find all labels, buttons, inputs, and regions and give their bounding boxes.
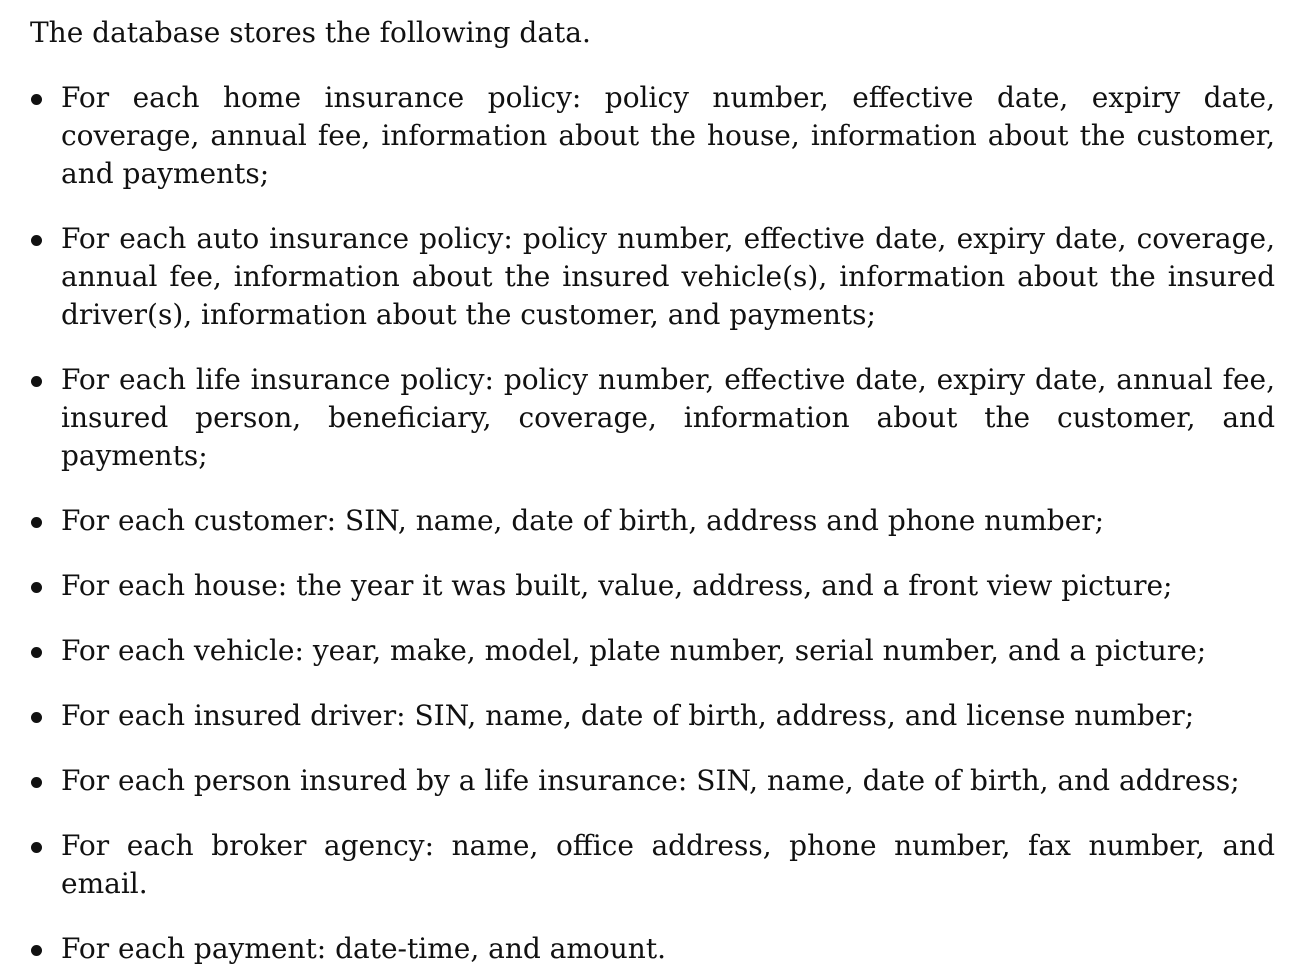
bullet-icon [31, 647, 42, 658]
list-item-customer [30, 502, 1275, 540]
list-item-text: For each home insurance policy: policy number, effective date, expiry date, coverage, annual fee, information about the house, information about the customer, and payments; [61, 81, 1275, 190]
bullet-icon [31, 582, 42, 593]
list-item-life-policy [30, 361, 1275, 475]
list-item-house [30, 567, 1275, 605]
list-item-text: For each insured driver: SIN, name, date of birth, address, and license number; [61, 699, 1195, 732]
list-item-vehicle [30, 632, 1275, 670]
list-item-insured-driver [30, 697, 1275, 735]
list-item-text: For each broker agency: name, office address, phone number, fax number, and email. [61, 829, 1275, 900]
list-item-home-policy [30, 79, 1275, 193]
list-item-text: For each house: the year it was built, value, address, and a front view picture; [61, 569, 1173, 602]
list-item-text: For each customer: SIN, name, date of birth, address and phone number; [61, 504, 1105, 537]
list-item-auto-policy [30, 220, 1275, 334]
list-item-text: For each auto insurance policy: policy number, effective date, expiry date, coverage, annual fee, information about the insured vehicle(s), information about the insured driver(s), information about the customer, and payments; [61, 222, 1275, 331]
bullet-icon [31, 777, 42, 788]
intro-paragraph: The database stores the following data. [30, 16, 591, 49]
list-item-broker-agency [30, 827, 1275, 903]
list-item-text: For each person insured by a life insurance: SIN, name, date of birth, and address; [61, 764, 1240, 797]
list-item-text: For each life insurance policy: policy number, effective date, expiry date, annual fee, insured person, beneficiary, coverage, information about the customer, and payments; [61, 363, 1275, 472]
data-requirements-list [30, 79, 1275, 968]
list-item-insured-person [30, 762, 1275, 800]
bullet-icon [31, 842, 42, 853]
bullet-icon [31, 235, 42, 246]
list-item-text: For each payment: date-time, and amount. [61, 932, 666, 965]
bullet-icon [31, 712, 42, 723]
document-body [30, 14, 1275, 968]
bullet-icon [31, 945, 42, 956]
list-item-payment [30, 930, 1275, 968]
bullet-icon [31, 376, 42, 387]
list-item-text: For each vehicle: year, make, model, plate number, serial number, and a picture; [61, 634, 1207, 667]
bullet-icon [31, 517, 42, 528]
bullet-icon [31, 94, 42, 105]
